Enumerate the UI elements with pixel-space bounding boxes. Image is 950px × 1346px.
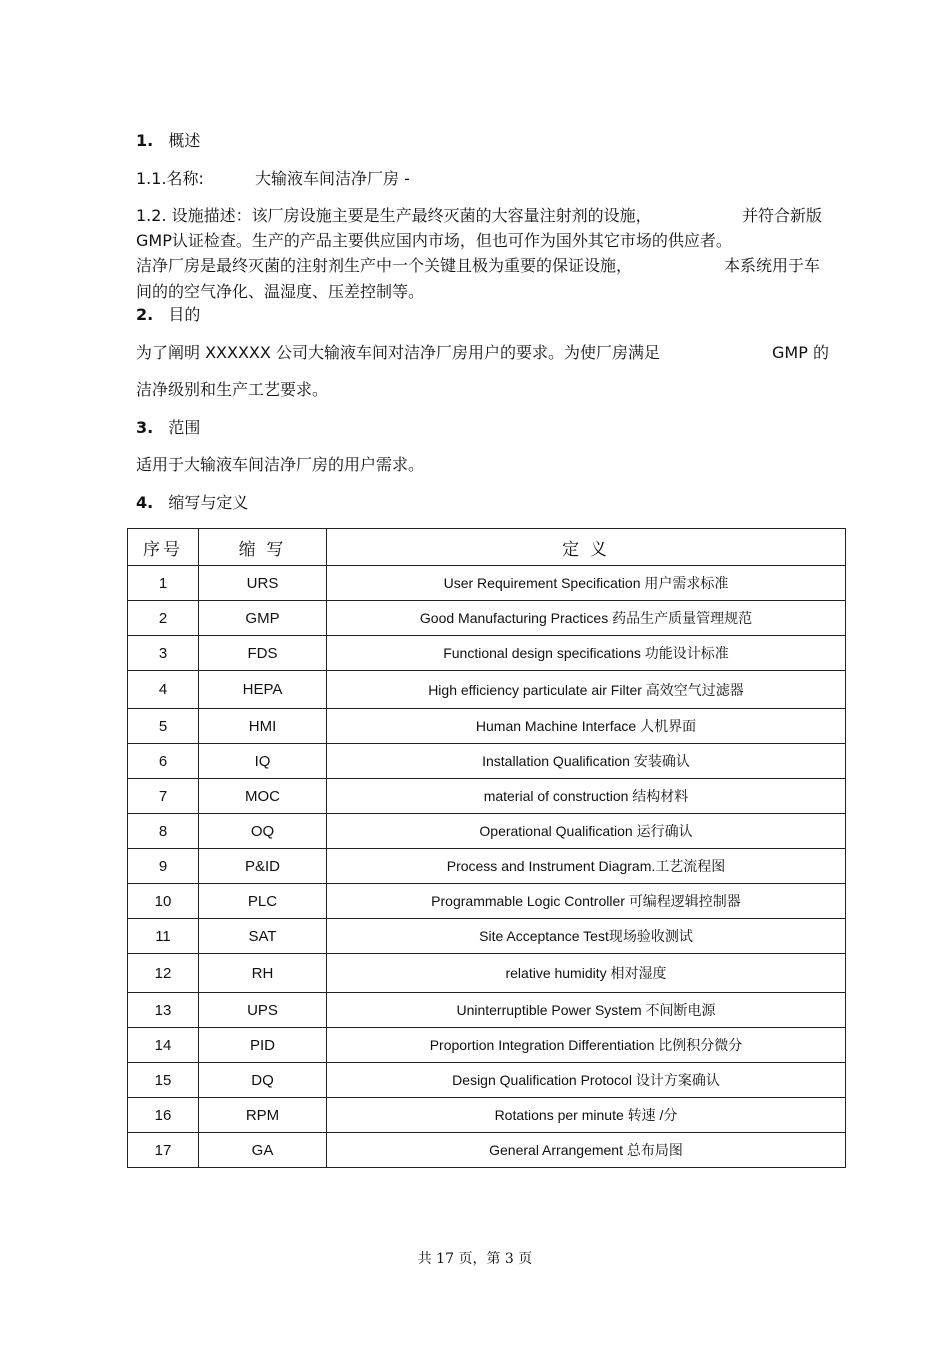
row-abbreviation: FDS [199,636,327,671]
row-abbreviation: RPM [199,1098,327,1133]
row-number: 10 [128,884,199,919]
section-title: 概述 [168,131,201,150]
section-3-heading [136,418,200,438]
table-row [128,1098,846,1133]
table-header-row [128,529,846,566]
row-definition: Rotations per minute 转速 /分 [327,1098,846,1133]
facility-name-line [136,169,410,189]
row-abbreviation: MOC [199,779,327,814]
section-number: 4. [136,493,154,512]
table-row [128,1028,846,1063]
table-row [128,779,846,814]
facility-description-line-3b: 本系统用于车 [724,256,821,275]
row-definition: High efficiency particulate air Filter 高效空气过滤器 [327,671,846,709]
table-row [128,709,846,744]
facility-description-line-2: GMP认证检查。生产的产品主要供应国内市场，但也可作为国外其它市场的供应者。 [136,231,732,250]
table-row [128,849,846,884]
row-definition: Uninterruptible Power System 不间断电源 [327,993,846,1028]
section-title: 范围 [168,418,201,437]
row-number: 2 [128,601,199,636]
row-definition: General Arrangement 总布局图 [327,1133,846,1168]
row-definition: material of construction 结构材料 [327,779,846,814]
section-title: 缩写与定义 [168,493,249,512]
row-abbreviation: P&ID [199,849,327,884]
table-row [128,919,846,954]
section-4-heading [136,493,248,513]
scope-text: 适用于大输液车间洁净厂房的用户需求。 [136,455,425,474]
row-number: 7 [128,779,199,814]
row-definition: Proportion Integration Differentiation 比例积分微分 [327,1028,846,1063]
row-number: 11 [128,919,199,954]
header-seq-no: 序号 [128,529,199,566]
section-title: 目的 [168,305,201,324]
header-abbreviation: 缩 写 [199,529,327,566]
row-definition: Process and Instrument Diagram.工艺流程图 [327,849,846,884]
facility-name-label: 1.1.名称: [136,169,204,188]
row-definition: Good Manufacturing Practices 药品生产质量管理规范 [327,601,846,636]
section-1-heading [136,131,200,151]
row-abbreviation: SAT [199,919,327,954]
row-number: 6 [128,744,199,779]
row-abbreviation: GA [199,1133,327,1168]
row-number: 9 [128,849,199,884]
row-definition: Operational Qualification 运行确认 [327,814,846,849]
row-abbreviation: UPS [199,993,327,1028]
table-row [128,884,846,919]
header-definition: 定 义 [327,529,846,566]
facility-description-line-4: 间的的空气净化、温湿度、压差控制等。 [136,282,425,301]
table-row [128,636,846,671]
row-number: 13 [128,993,199,1028]
row-definition: Design Qualification Protocol 设计方案确认 [327,1063,846,1098]
row-number: 3 [128,636,199,671]
purpose-line-2: 洁净级别和生产工艺要求。 [136,380,329,399]
purpose-line-1b: GMP 的 [772,343,829,362]
table-row [128,954,846,993]
row-abbreviation: PID [199,1028,327,1063]
section-number: 3. [136,418,154,437]
row-definition: User Requirement Specification 用户需求标准 [327,566,846,601]
row-abbreviation: HMI [199,709,327,744]
row-definition: Human Machine Interface 人机界面 [327,709,846,744]
row-definition: Functional design specifications 功能设计标准 [327,636,846,671]
row-definition: Site Acceptance Test现场验收测试 [327,919,846,954]
page-footer: 共 17 页，第 3 页 [417,1251,533,1267]
table-row [128,993,846,1028]
row-abbreviation: OQ [199,814,327,849]
row-abbreviation: DQ [199,1063,327,1098]
row-abbreviation: IQ [199,744,327,779]
purpose-line-1a: 为了阐明 XXXXXX 公司大输液车间对洁净厂房用户的要求。为使厂房满足 [136,343,660,362]
facility-description-line-3a: 洁净厂房是最终灭菌的注射剂生产中一个关键且极为重要的保证设施， [136,256,633,275]
row-definition: Programmable Logic Controller 可编程逻辑控制器 [327,884,846,919]
facility-name-value: 大输液车间洁净厂房 - [255,169,410,188]
section-number: 1. [136,131,154,150]
table-row [128,601,846,636]
table-row [128,1063,846,1098]
row-abbreviation: PLC [199,884,327,919]
table-row [128,566,846,601]
table-row [128,1133,846,1168]
row-number: 8 [128,814,199,849]
row-number: 14 [128,1028,199,1063]
row-number: 4 [128,671,199,709]
table-row [128,814,846,849]
abbreviation-table [127,528,846,1168]
table-row [128,744,846,779]
table-body [128,566,846,1168]
facility-description-line-1b: 并符合新版 [742,206,823,225]
row-abbreviation: URS [199,566,327,601]
row-number: 15 [128,1063,199,1098]
row-number: 17 [128,1133,199,1168]
section-2-heading [136,305,200,325]
facility-description-line-1a: 1.2. 设施描述：该厂房设施主要是生产最终灭菌的大容量注射剂的设施， [136,206,652,225]
row-abbreviation: RH [199,954,327,993]
row-abbreviation: HEPA [199,671,327,709]
section-number: 2. [136,305,154,324]
row-definition: relative humidity 相对湿度 [327,954,846,993]
row-definition: Installation Qualification 安装确认 [327,744,846,779]
row-abbreviation: GMP [199,601,327,636]
table-row [128,671,846,709]
row-number: 16 [128,1098,199,1133]
row-number: 5 [128,709,199,744]
row-number: 12 [128,954,199,993]
row-number: 1 [128,566,199,601]
